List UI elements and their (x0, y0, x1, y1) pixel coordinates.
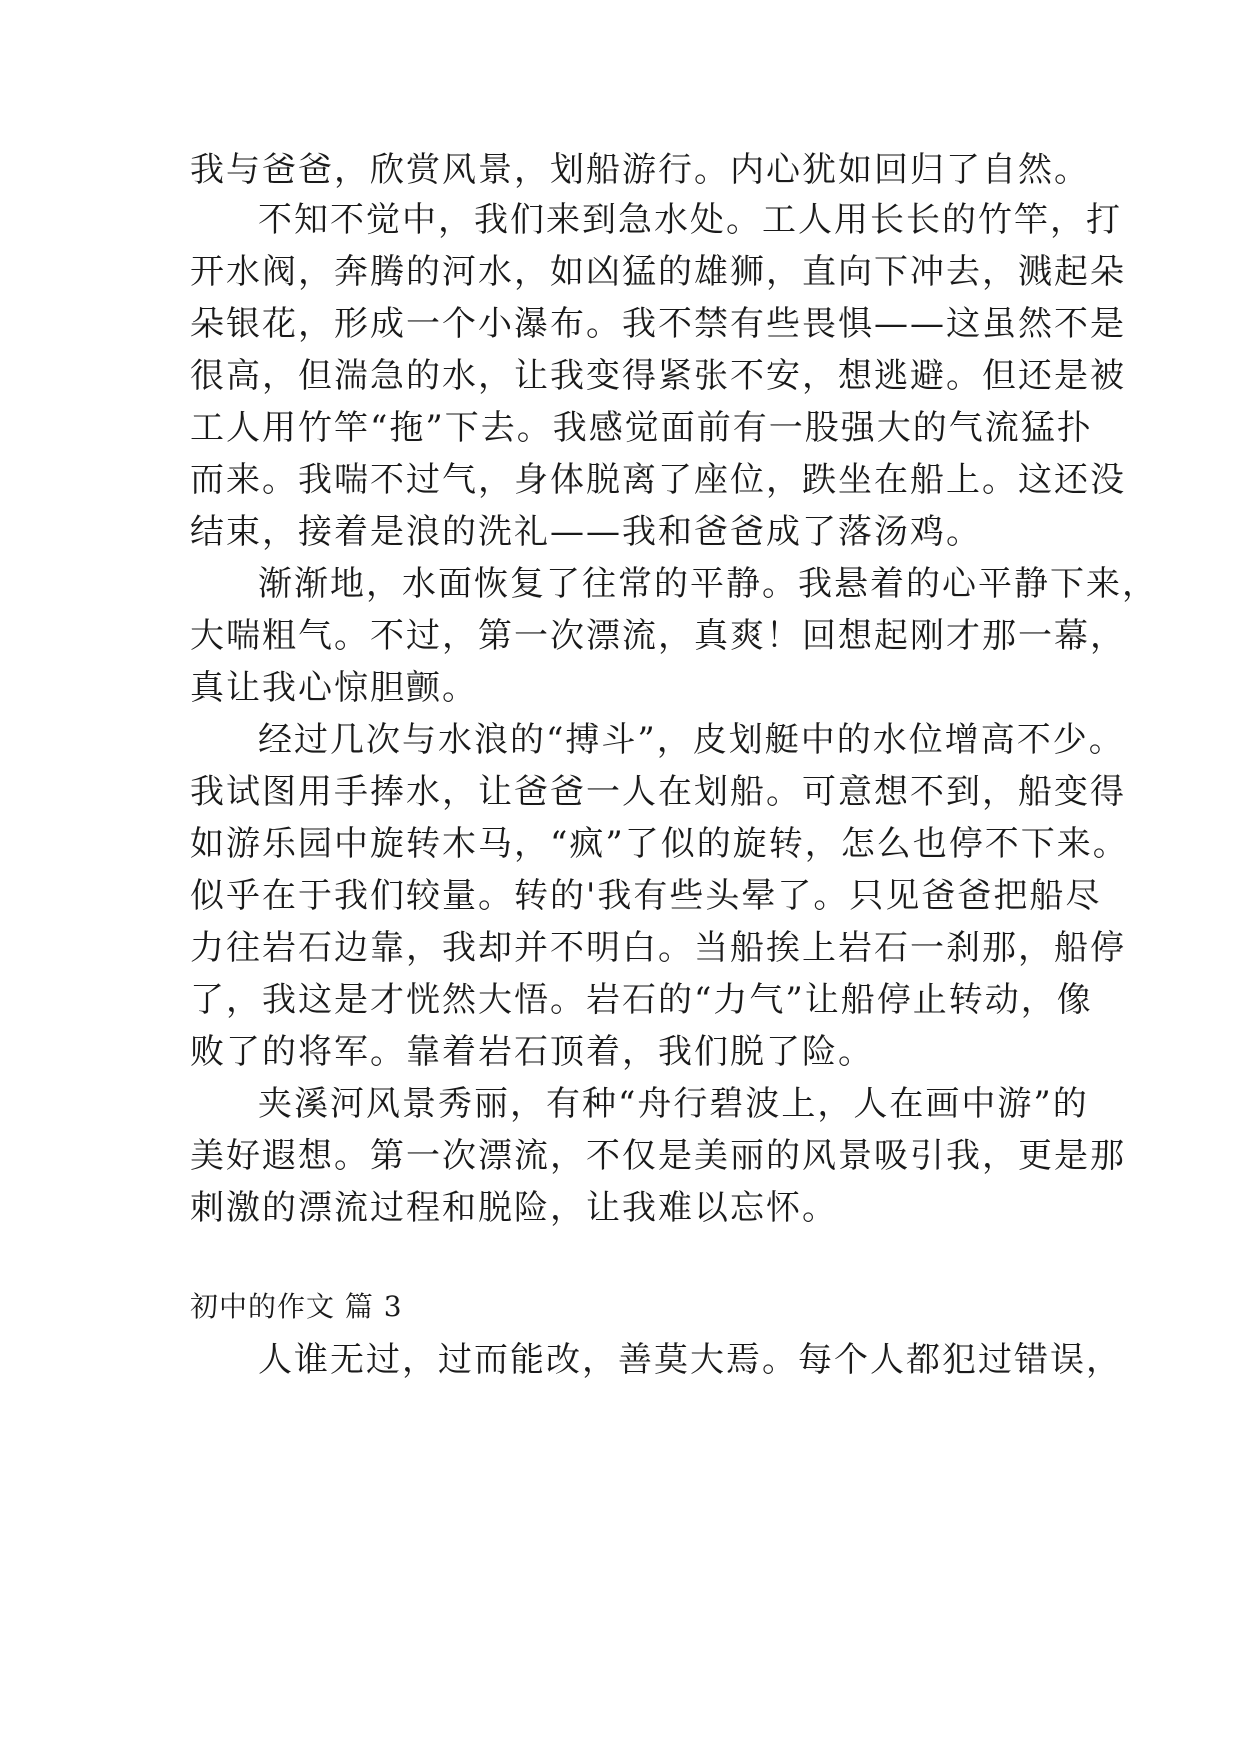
paragraph-line: 力往岩石边靠，我却并不明白。当船挨上岩石一刹那，船停 (190, 928, 1126, 968)
section-heading: 初中的作文 篇 3 (190, 1290, 403, 1323)
paragraph-line: 刺激的漂流过程和脱险，让我难以忘怀。 (190, 1188, 838, 1228)
paragraph-line: 很高，但湍急的水，让我变得紧张不安，想逃避。但还是被 (190, 356, 1126, 396)
paragraph-line: 败了的将军。靠着岩石顶着，我们脱了险。 (190, 1032, 874, 1072)
paragraph-line: 不知不觉中，我们来到急水处。工人用长长的竹竿，打 (258, 200, 1122, 240)
paragraph-line: 朵银花，形成一个小瀑布。我不禁有些畏惧——这虽然不是 (190, 304, 1126, 344)
paragraph-line: 结束，接着是浪的洗礼——我和爸爸成了落汤鸡。 (190, 512, 982, 552)
paragraph-line: 开水阀，奔腾的河水，如凶猛的雄狮，直向下冲去，溅起朵 (190, 252, 1126, 292)
paragraph-line: 我试图用手捧水，让爸爸一人在划船。可意想不到，船变得 (190, 772, 1126, 812)
paragraph-line: 美好遐想。第一次漂流，不仅是美丽的风景吸引我，更是那 (190, 1136, 1126, 1176)
paragraph-line: 而来。我喘不过气，身体脱离了座位，跌坐在船上。这还没 (190, 460, 1126, 500)
paragraph-line: 似乎在于我们较量。转的'我有些头晕了。只见爸爸把船尽 (190, 876, 1102, 916)
paragraph-line: 了，我这是才恍然大悟。岩石的“力气”让船停止转动，像 (190, 980, 1093, 1020)
paragraph-line: 工人用竹竿“拖”下去。我感觉面前有一股强大的气流猛扑 (190, 408, 1093, 448)
paragraph-line: 夹溪河风景秀丽，有种“舟行碧波上，人在画中游”的 (258, 1084, 1089, 1124)
paragraph-line: 我与爸爸，欣赏风景，划船游行。内心犹如回归了自然。 (190, 150, 1090, 190)
paragraph-line: 经过几次与水浪的“搏斗”，皮划艇中的水位增高不少。 (258, 720, 1125, 760)
paragraph-line: 渐渐地，水面恢复了往常的平静。我悬着的心平静下来， (258, 564, 1158, 604)
paragraph-line: 真让我心惊胆颤。 (190, 668, 478, 708)
paragraph-line: 人谁无过，过而能改，善莫大焉。每个人都犯过错误， (258, 1340, 1122, 1380)
paragraph-line: 大喘粗气。不过，第一次漂流，真爽！回想起刚才那一幕， (190, 616, 1126, 656)
paragraph-line: 如游乐园中旋转木马，“疯”了似的旋转，怎么也停不下来。 (190, 824, 1129, 864)
